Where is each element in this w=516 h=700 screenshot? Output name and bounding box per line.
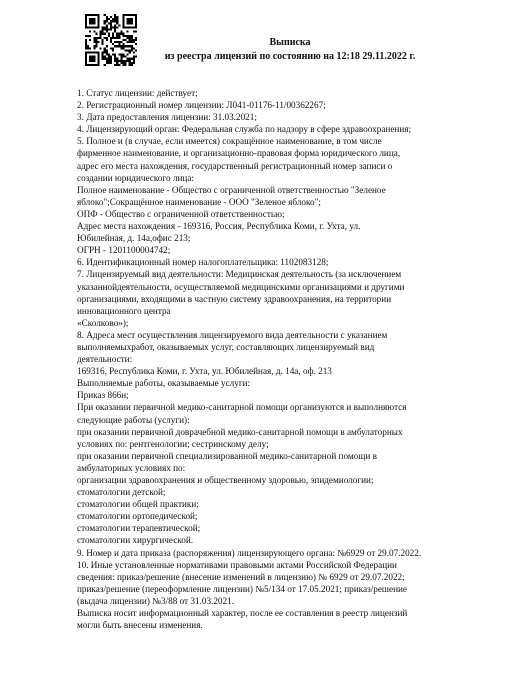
document-line: 8. Адреса мест осуществления лицензируемого вида деятельности с указанием (77, 329, 388, 340)
document-line: Адрес места нахождения - 169316, Россия, Республика Коми, г. Ухта, ул. (77, 221, 361, 232)
document-line: сведения: приказ/решение (внесение изменений в лицензию) № 6929 от 29.07.2022; (77, 571, 405, 582)
document-line: могли быть внесены изменения. (77, 620, 203, 631)
document-line: Выполняемые работы, оказываемые услуги: (77, 378, 251, 389)
document-line: амбулаторных условиях по: (77, 462, 186, 473)
document-line: 169316, Республика Коми, г. Ухта, ул. Юбилейная, д. 14а, оф. 213 (77, 366, 332, 377)
document-line: приказ/решение (переоформление лицензии) №5/134 от 17.05.2021; приказ/решение (77, 583, 407, 594)
document-body (77, 87, 477, 631)
document-line: 6. Идентификационный номер налогоплательщика: 1102083128; (77, 257, 329, 268)
document-line: 10. Иные установленные нормативами правовыми актами Российской Федерации (77, 559, 397, 570)
document-line: выполняемыхработ, оказываемых услуг, составляющих лицензируемый вид (77, 341, 375, 352)
document-line: 4. Лицензирующий орган: Федеральная служба по надзору в сфере здравоохранения; (77, 124, 412, 135)
document-line: Полное наименование - Общество с ограниченной ответственностью "Зеленое (77, 184, 386, 195)
document-line: адрес его места нахождения, государственный регистрационный номер записи о (77, 160, 393, 171)
document-line: Выписка носит информационный характер, после ее составления в реестр лицензий (77, 608, 408, 619)
document-line: создании юридического лица: (77, 172, 194, 183)
qr-code-icon (85, 14, 137, 66)
document-line: 2. Регистрационный номер лицензии: Л041-01176-11/00362267; (77, 100, 326, 111)
document-line: стоматологии терапевтической; (77, 523, 201, 534)
document-line: 5. Полное и (в случае, если имеется) сокращённое наименование, в том числе (77, 136, 382, 147)
document-line: деятельности: (77, 354, 133, 365)
document-line: организации здравоохранения и общественному здоровью, эпидемиологии; (77, 475, 374, 485)
document-line: 9. Номер и дата приказа (распоряжения) лицензирующего органа: №6929 от 29.07.2022. (77, 547, 422, 558)
document-line: стоматологии ортопедической; (77, 511, 198, 522)
document-line: ОГРН - 1201100004742; (77, 245, 171, 256)
document-line: фирменное наименование, и организационно-правовая форма юридического лица, (77, 148, 401, 159)
document-line: стоматологии детской; (77, 487, 166, 498)
document-title (140, 36, 440, 64)
document-line: организациями, входящими в частную систему здравоохранения, на территории (77, 293, 392, 304)
document-line: стоматологии хирургической. (77, 535, 194, 546)
document-line: следующие работы (услуги): (77, 414, 190, 425)
document-line: условиях по: рентгенологии; сестринскому делу; (77, 438, 269, 449)
document-line: 3. Дата предоставления лицензии: 31.03.2021; (77, 112, 257, 123)
title-line-1: Выписка (269, 37, 311, 48)
document-line: яблоко";Сокращённое наименование - ООО "Зеленое яблоко"; (77, 196, 321, 207)
document-line: При оказании первичной медико-санитарной помощи организуются и выполняются (77, 402, 407, 413)
title-line-2: из реестра лицензий по состоянию на 12:18 29.11.2022 г. (164, 51, 416, 62)
document-line: при оказании первичной доврачебной медико-санитарной помощи в амбулаторных (77, 426, 403, 437)
document-line: «Сколково»); (77, 317, 129, 328)
document-line: ОПФ - Общество с ограниченной ответственностью; (77, 208, 285, 219)
document-line: при оказании первичной специализированной медико-санитарной помощи в (77, 450, 377, 461)
document-line: стоматологии общей практики; (77, 499, 199, 510)
document-line: указаннойдеятельности, осуществляемой медицинскими организациями и другими (77, 281, 405, 292)
document-line: 7. Лицензируемый вид деятельности: Медицинская деятельность (за исключением (77, 269, 402, 280)
document-line: Юбилейная, д. 14а,офис 213; (77, 233, 191, 244)
document-line: (выдача лицензии) №3/88 от 31.03.2021. (77, 595, 235, 606)
document-line: инновационного центра (77, 305, 171, 316)
document-line: Приказ 866н; (77, 390, 129, 401)
document-line: 1. Статус лицензии: действует; (77, 88, 198, 98)
